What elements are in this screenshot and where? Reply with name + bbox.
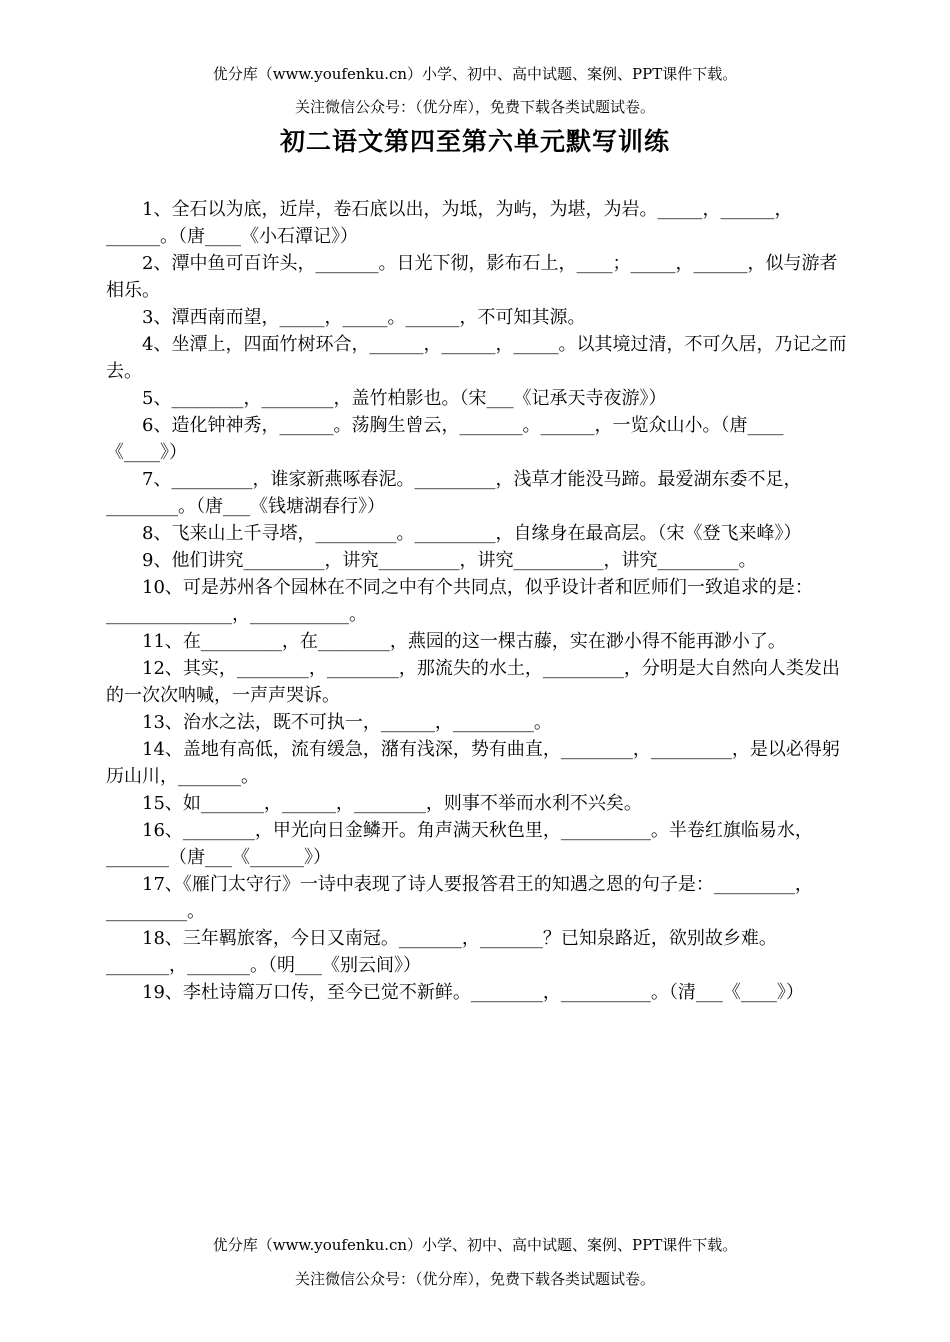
question-10: 10、可是苏州各个园林在不同之中有个共同点，似乎设计者和匠师们一致追求的是：______________，___________。 [106, 577, 813, 625]
question-13: 13、治水之法，既不可执一，______，_________。 [142, 712, 552, 733]
question-18: 18、三年羁旅客，今日又南冠。_______，_______？已知泉路近，欲别故乡难。_______，_______。（明___《别云间》） [106, 928, 777, 976]
header-line-1: 优分库（www.youfenku.cn）小学、初中、高中试题、案例、PPT课件下载。 [212, 65, 738, 83]
question-2: 2、潭中鱼可百许头，_______。日光下彻，影布石上，____；_____，______，似与游者相乐。 [106, 253, 838, 301]
header-line-2: 关注微信公众号：（优分库），免费下载各类试题试卷。 [294, 98, 655, 116]
footer-line-2: 关注微信公众号：（优分库），免费下载各类试题试卷。 [294, 1270, 655, 1288]
question-4: 4、坐潭上，四面竹树环合，______，______，_____。以其境过清，不可久居，乃记之而去。 [106, 334, 847, 382]
question-11: 11、在_________，在________，燕园的这一棵古藤，实在渺小得不能再渺小了。 [142, 631, 786, 652]
question-6: 6、造化钟神秀，______。荡胸生曾云，_______。______，一览众山小。（唐____《____》） [106, 415, 784, 463]
question-14: 14、盖地有高低，流有缓急，潴有浅深，势有曲直，________，_________，是以必得躬历山川，_______。 [106, 739, 840, 787]
question-19: 19、李杜诗篇万口传，至今已觉不新鲜。________，__________。（清___《____》） [142, 982, 804, 1003]
question-9: 9、他们讲究_________，讲究_________，讲究__________，讲究_________。 [142, 550, 757, 571]
question-16: 16、________，甲光向日金鳞开。角声满天秋色里，__________。半卷红旗临易水，_______（唐___《______》） [106, 820, 813, 868]
question-1: 1、全石以为底，近岸，卷石底以出，为坻，为屿，为堪，为岩。_____，______，______。（唐____《小石潭记》） [106, 199, 793, 247]
question-list [106, 196, 848, 1006]
question-7: 7、_________，谁家新燕啄春泥。_________，浅草才能没马蹄。最爱湖东委不足，________。（唐___《钱塘湖春行》） [106, 469, 802, 517]
question-3: 3、潭西南而望，_____，_____。______，不可知其源。 [142, 307, 586, 328]
page-title: 初二语文第四至第六单元默写训练 [279, 127, 670, 156]
question-5: 5、________，________，盖竹柏影也。（宋___《记承天寺夜游》） [142, 388, 667, 409]
question-8: 8、飞来山上千寻塔，_________。_________，自缘身在最高层。（宋《登飞来峰》） [142, 523, 802, 544]
footer-line-1: 优分库（www.youfenku.cn）小学、初中、高中试题、案例、PPT课件下载。 [212, 1236, 738, 1254]
question-12: 12、其实，________，________，那流失的水土，_________，分明是大自然向人类发出的一次次呐喊，一声声哭诉。 [106, 658, 840, 706]
question-15: 15、如_______，______，________，则事不举而水利不兴矣。 [142, 793, 642, 814]
question-17: 17、《雁门太守行》一诗中表现了诗人要报答君王的知遇之恩的句子是：_________，_________。 [106, 874, 813, 922]
